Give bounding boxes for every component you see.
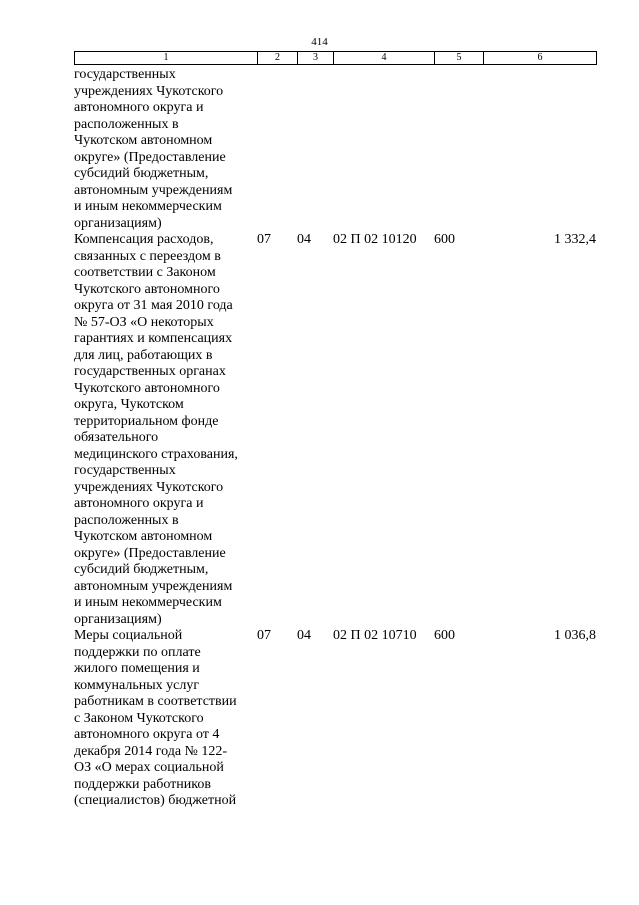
row-name: государственных учреждениях Чукотского автономного округа и расположенных в Чукотском автономном округе» (Предоставление субсидий бюджетным, автономным учреждениям и иным некоммерческим организациям) xyxy=(74,67,233,231)
table-row xyxy=(74,628,596,810)
row-expense-type: 600 xyxy=(434,232,455,247)
table-header xyxy=(74,51,597,65)
row-name: Меры социальной поддержки по оплате жилого помещения и коммунальных услуг работникам в соответствии с Законом Чукотского автономного округа от 4 декабря 2014 года № 122- ОЗ «О мерах социальной поддержки работников (специалистов) бюджетной xyxy=(74,628,237,808)
row-name: Компенсация расходов, связанных с переездом в соответствии с Законом Чукотского автономного округа от 31 мая 2010 года № 57-ОЗ «О некоторых гарантиях и компенсациях для лиц, работающих в государственных органах Чукотского автономного округа, Чукотском территориальном фонде обязательного медицинского страхования, государственных учреждениях Чукотского автономного округа и расположенных в Чукотском автономном округе» (Предоставление субсидий бюджетным, автономным учреждениям и иным некоммерческим организациям) xyxy=(74,232,238,627)
row-expense-type: 600 xyxy=(434,628,455,643)
row-section xyxy=(257,67,297,232)
header-col-2: 2 xyxy=(258,52,298,65)
header-col-5: 5 xyxy=(435,52,484,65)
row-subsection: 04 xyxy=(297,232,311,247)
header-col-3: 3 xyxy=(298,52,334,65)
row-target-article: 02 П 02 10120 xyxy=(333,232,417,247)
row-target-article xyxy=(333,67,434,232)
header-col-6: 6 xyxy=(484,52,597,65)
row-target-article: 02 П 02 10710 xyxy=(333,628,417,643)
header-row xyxy=(75,52,597,65)
row-subsection: 04 xyxy=(297,628,311,643)
row-subsection xyxy=(297,67,333,232)
table-row xyxy=(74,232,596,628)
table-row xyxy=(74,67,596,232)
header-col-1: 1 xyxy=(75,52,258,65)
table-body xyxy=(74,67,596,810)
page-number: 414 xyxy=(311,36,328,48)
row-section: 07 xyxy=(257,628,271,643)
row-amount: 1 036,8 xyxy=(554,628,596,643)
row-amount: 1 332,4 xyxy=(554,232,596,247)
row-expense-type xyxy=(434,67,483,232)
row-amount xyxy=(483,67,596,232)
row-section: 07 xyxy=(257,232,271,247)
header-col-4: 4 xyxy=(334,52,435,65)
